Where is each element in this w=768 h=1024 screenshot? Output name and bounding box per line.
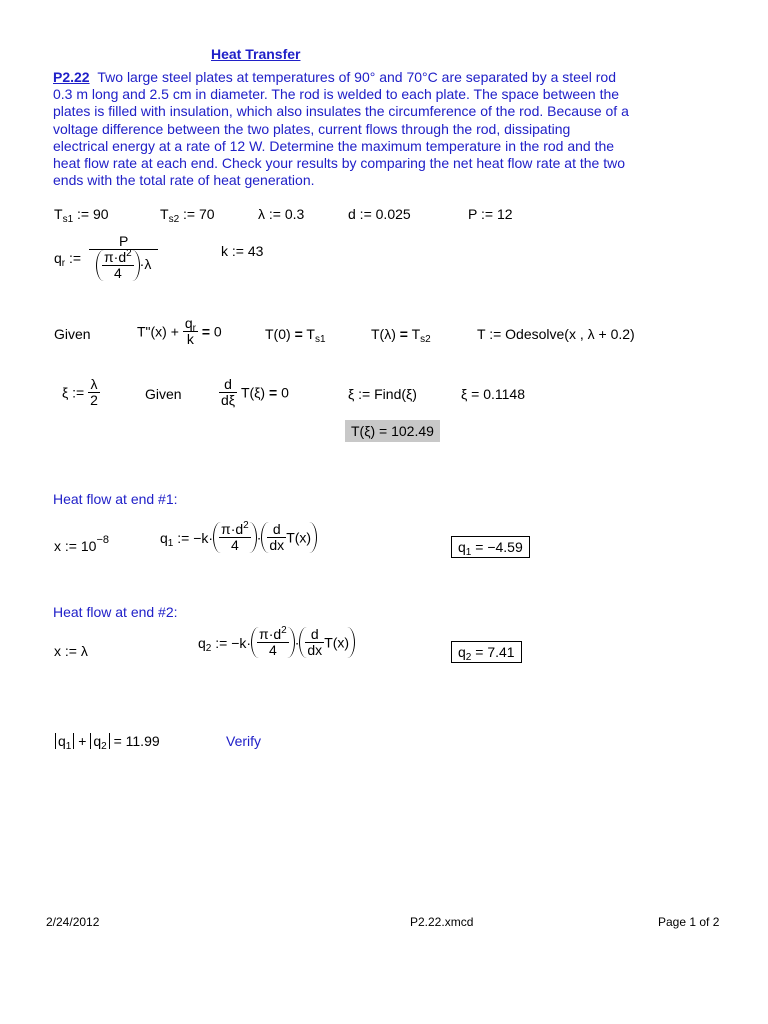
find-definition: ξ := Find(ξ) bbox=[348, 386, 417, 402]
verify-label: Verify bbox=[226, 733, 262, 749]
xi-result: ξ = 0.1148 bbox=[461, 386, 526, 402]
xi-definition: ξ := $\frac{\lambda}{2}$ bbox=[62, 376, 98, 408]
footer-date: 2/24/2012 bbox=[46, 915, 100, 929]
bc-left: $T(0) = T_{s1}$ bbox=[265, 326, 326, 345]
problem-line-2: 0.3 m long and 2.5 cm in diameter. The rod is welded to each plate. The space between the bbox=[53, 86, 620, 103]
q1-result: $q_1 = -4.59$ bbox=[451, 536, 530, 558]
given-label: Given bbox=[54, 326, 91, 342]
problem-statement bbox=[53, 69, 693, 189]
footer-filename: P2.22.xmcd bbox=[410, 915, 474, 929]
p-definition: P := 12 bbox=[468, 206, 513, 222]
problem-line-3: plates is filled with insulation, which also insulates the circumference of the rod. Because of a bbox=[53, 103, 629, 120]
ts2-definition: $T_{s2}$ := 70 bbox=[160, 206, 215, 225]
q2-definition: $q_2$ := −k· $\frac{\pi\cdot d^2}{4}$ · $\frac{d}{dx}$ T(x) bbox=[198, 627, 355, 658]
end2-heading: Heat flow at end #2: bbox=[53, 604, 178, 620]
x-definition-2: x := λ bbox=[54, 643, 88, 659]
d-definition: d := 0.025 bbox=[348, 206, 411, 222]
given-label-2: Given bbox=[145, 386, 182, 402]
problem-line-6: heat flow rate at each end. Check your results by comparing the net heat flow rate at the two bbox=[53, 155, 625, 172]
ts1-definition: $T_{s1}$ := 90 bbox=[54, 206, 109, 225]
problem-line-5: electrical energy at a rate of 12 W. Determine the maximum temperature in the rod and the bbox=[53, 137, 615, 154]
ode-equation: T"(x) + $\frac{q_r}{k}$ = 0 bbox=[137, 315, 222, 347]
max-temperature-result: T(ξ) = 102.49 bbox=[345, 420, 440, 442]
qr-definition: $q_r$ := P $\frac{\pi\cdot d^2}{4}$ ·λ bbox=[54, 234, 158, 281]
footer-page-number: Page 1 of 2 bbox=[658, 915, 720, 929]
x-definition-1: x := $10^{-8}$ bbox=[54, 534, 109, 554]
derivative-condition: $\frac{d}{d\xi}$ T(ξ) = 0 bbox=[221, 376, 289, 408]
q1-definition: $q_1$ := −k· $\frac{\pi\cdot d^2}{4}$ · $\frac{d}{dx}$ T(x) bbox=[160, 522, 317, 553]
lambda-definition: λ := 0.3 bbox=[258, 206, 305, 222]
end1-heading: Heat flow at end #1: bbox=[53, 491, 178, 507]
problem-line-1: Two large steel plates at temperatures of 90° and 70°C are separated by a steel rod bbox=[97, 69, 616, 85]
q2-result: $q_2 = 7.41$ bbox=[451, 641, 522, 663]
bc-right: $T(\lambda) = T_{s2}$ bbox=[371, 326, 431, 345]
problem-line-7: ends with the total rate of heat generation. bbox=[53, 172, 315, 189]
k-definition: k := 43 bbox=[221, 243, 264, 259]
problem-id: P2.22 bbox=[53, 69, 90, 85]
odesolve-definition: T := Odesolve(x , λ + 0.2) bbox=[477, 326, 635, 342]
page-title: Heat Transfer bbox=[211, 46, 301, 62]
sum-check: $q_1 + q_2 = 11.99$ bbox=[55, 733, 160, 749]
problem-line-4: voltage difference between the two plates, current flows through the rod, dissipating bbox=[53, 120, 571, 137]
